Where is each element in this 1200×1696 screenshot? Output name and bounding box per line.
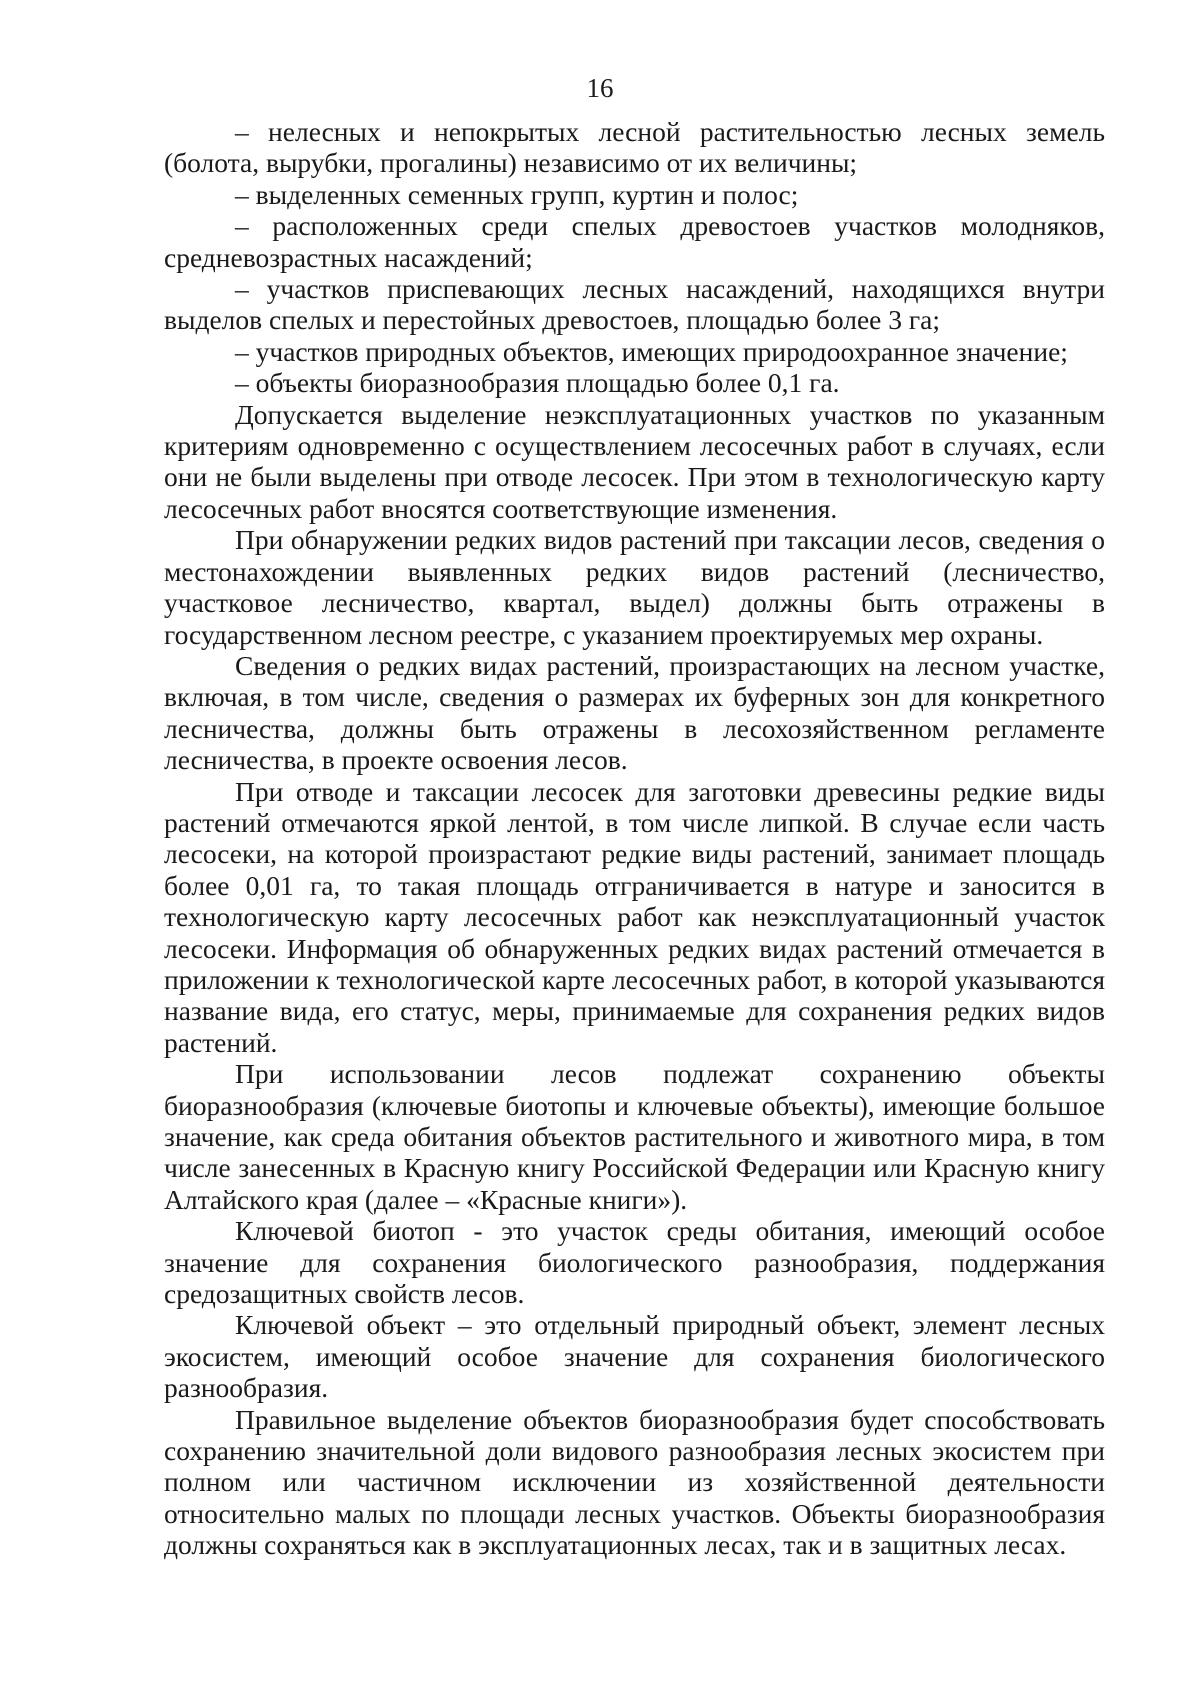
- list-item-biodiversity-objects: – объекты биоразнообразия площадью более 0,1 га.: [235, 367, 840, 399]
- list-item-maturing-stands: – участков приспевающих лесных насаждений, находящихся внутри выделов спелых и перестойных древостоев, площадью более 3 га;: [164, 273, 1105, 336]
- paragraph-biodiversity-preservation: При использовании лесов подлежат сохранению объекты биоразнообразия (ключевые биотопы и ключевые объекты), имеющие большое значение, как среда обитания объектов растительного и животного мира, в том числе занесенных в Красную книгу Российской Федерации или Красную книгу Алтайского края (далее – «Красные книги»).: [164, 1058, 1105, 1215]
- paragraph-allotment-taxation: При отводе и таксации лесосек для заготовки древесины редкие виды растений отмечаются яркой лентой, в том числе липкой. В случае если часть лесосеки, на которой произрастают редкие виды растений, занимает площадь более 0,01 га, то такая площадь отграничивается в натуре и заносится в технологическую карту лесосечных работ как неэксплуатационный участок лесосеки. Информация об обнаруженных редких видах растений отмечается в приложении к технологической карте лесосечных работ, в которой указываются название вида, его статус, меры, принимаемые для сохранения редких видов растений.: [164, 775, 1105, 1058]
- paragraph-key-object: Ключевой объект – это отдельный природный объект, элемент лесных экосистем, имеющий особое значение для сохранения биологического разнообразия.: [164, 1309, 1105, 1404]
- list-item-natural-objects: – участков природных объектов, имеющих природоохранное значение;: [235, 335, 1068, 367]
- paragraph-rare-species-detection: При обнаружении редких видов растений при таксации лесов, сведения о местонахождении выявленных редких видов растений (лесничество, участковое лесничество, квартал, выдел) должны быть отражены в государственном лесном реестре, с указанием проектируемых мер охраны.: [164, 524, 1105, 650]
- list-item-seed-groups: – выделенных семенных групп, куртин и полос;: [235, 178, 799, 210]
- paragraph-rare-species-info: Сведения о редких видах растений, произрастающих на лесном участке, включая, в том числе, сведения о размерах их буферных зон для конкретного лесничества, должны быть отражены в лесохозяйственном регламенте лесничества, в проекте освоения лесов.: [164, 649, 1105, 776]
- paragraph-key-biotope: Ключевой биотоп - это участок среды обитания, имеющий особое значение для сохранения биологического разнообразия, поддержания средозащитных свойств лесов.: [164, 1215, 1105, 1310]
- page-number: 16: [586, 73, 614, 103]
- list-item-young-stands: – расположенных среди спелых древостоев участков молодняков, средневозрастных насаждений;: [164, 210, 1105, 273]
- document-body: [164, 116, 1105, 1561]
- paragraph-correct-allocation: Правильное выделение объектов биоразнообразия будет способствовать сохранению значительной доли видового разнообразия лесных экосистем при полном или частичном исключении из хозяйственной деятельности относительно малых по площади лесных участков. Объекты биоразнообразия должны сохраняться как в эксплуатационных лесах, так и в защитных лесах.: [164, 1403, 1105, 1561]
- list-item-non-forest-lands: – нелесных и непокрытых лесной растительностью лесных земель (болота, вырубки, прогалины) независимо от их величины;: [164, 116, 1105, 179]
- paragraph-non-exploitation-areas: Допускается выделение неэксплуатационных участков по указанным критериям одновременно с осуществлением лесосечных работ в случаях, если они не были выделены при отводе лесосек. При этом в технологическую карту лесосечных работ вносятся соответствующие изменения.: [164, 398, 1105, 524]
